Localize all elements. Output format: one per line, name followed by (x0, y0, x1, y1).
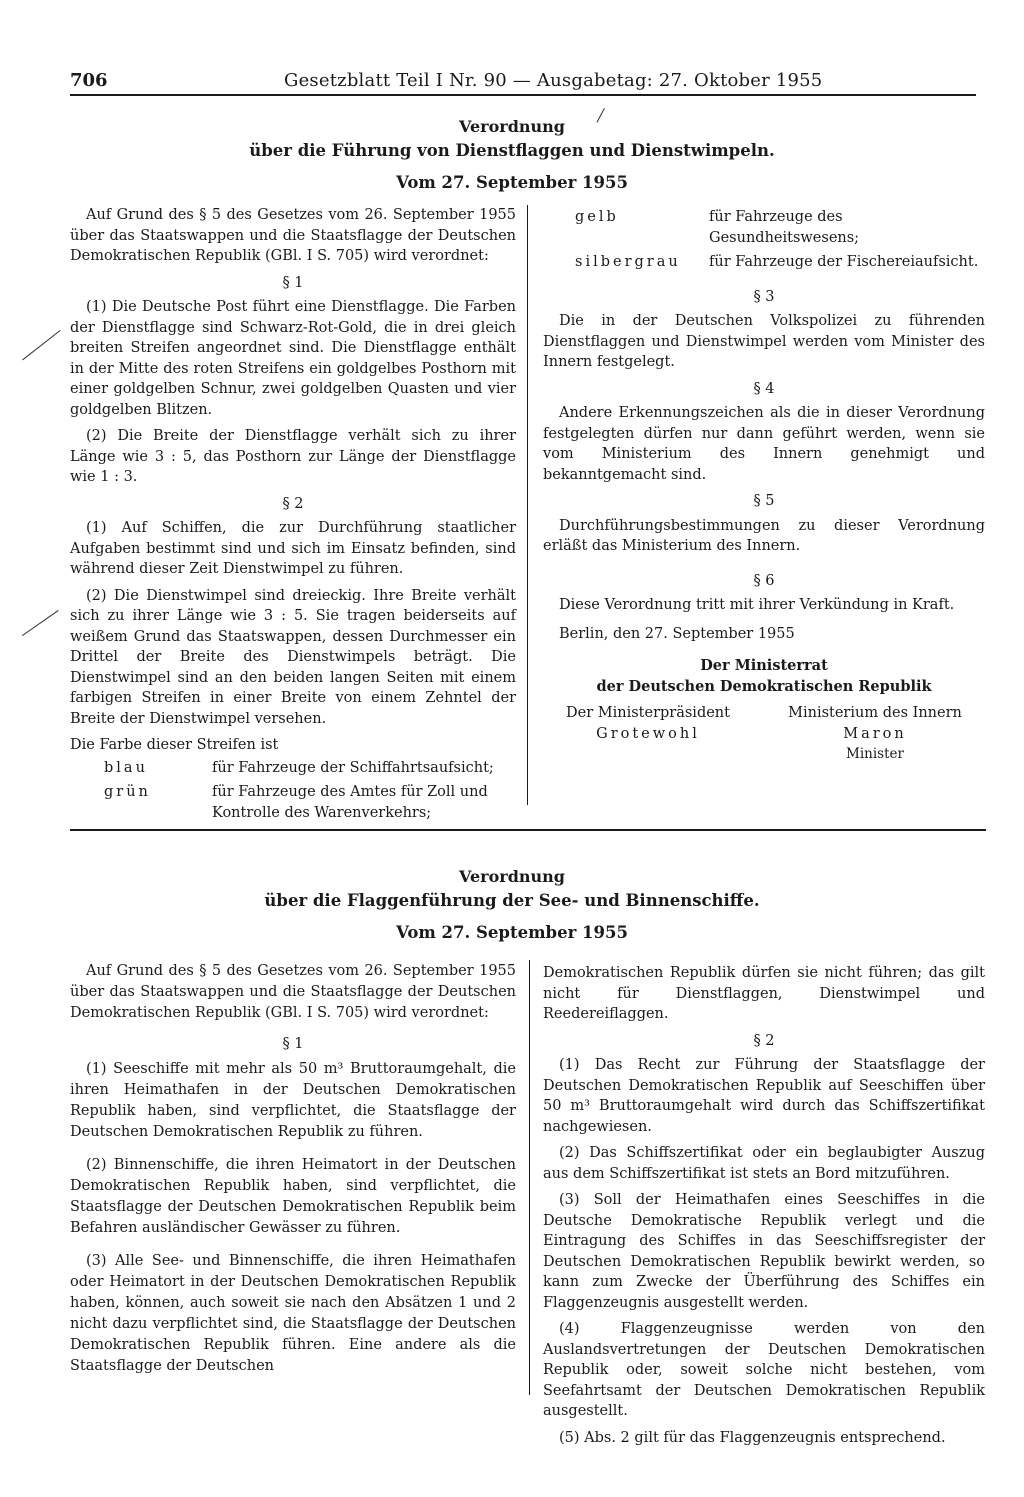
decree2-s1-p2: (2) Binnenschiffe, die ihren Heimatort in der Deutschen Demokratischen Republik haben, sind verpflichtet, die Staatsflagge der Deutschen Demokratischen Republik beim Befahren ausländischer Gewässer zu führen. (70, 1157, 516, 1236)
council-name-line1: Der Ministerrat (700, 657, 828, 674)
decree2-left-column (70, 961, 516, 1383)
color-entry (70, 758, 516, 779)
color-definition: für Fahrzeuge der Fischereiaufsicht. (709, 254, 979, 270)
decree1-left-column (70, 205, 516, 827)
decree1-s6-text: Diese Verordnung tritt mit ihrer Verkündung in Kraft. (559, 597, 955, 613)
decree2-title: Verordnung (459, 867, 565, 886)
decree1-right-column (543, 205, 985, 765)
decree1-place-date: Berlin, den 27. September 1955 (559, 625, 795, 642)
decree1-s1-p1: (1) Die Deutsche Post führt eine Dienstflagge. Die Farben der Dienstflagge sind Schwarz-Rot-Gold, die in drei gleich breiten Streifen angeordnet sind. Die Dienstflagge enthält in der Mitte des roten Streifens ein goldgelbes Posthorn mit einer goldgelben Schnur, zwei goldgelben Quasten und vier goldgelben Blitzen. (70, 299, 516, 418)
color-entry (70, 782, 516, 823)
margin-pen-mark (22, 330, 60, 360)
decree2-s1-p1: (1) Seeschiffe mit mehr als 50 m³ Bruttoraumgehalt, die ihren Heimathafen in der Deutschen Demokratischen Republik haben, sind verpflichtet, die Staatsflagge der Deutschen Demokratischen Republik zu führen. (70, 1061, 516, 1140)
margin-pen-mark (22, 610, 59, 636)
color-term: gelb (575, 209, 619, 225)
decree2-s2-p3: (3) Soll der Heimathafen eines Seeschiffes in die Deutsche Demokratische Republik verlegt und die Eintragung des Schiffes in das Seeschiffsregister der Deutschen Demokratischen Republik bewirkt werden, so kann zum Zwecke der Überführung des Schiffes ein Flaggenzeugnis ausgestellt werden. (543, 1192, 985, 1311)
signatory-title: Minister (846, 746, 904, 762)
decree2-s2-p2: (2) Das Schiffszertifikat oder ein beglaubigter Auszug aus dem Schiffszertifikat ist stets an Bord mitzuführen. (543, 1145, 985, 1182)
decree1-title: Verordnung (459, 117, 565, 136)
decree1-section-4: § 4 (753, 380, 775, 397)
decree1-intro: Auf Grund des § 5 des Gesetzes vom 26. September 1955 über das Staatswappen und die Staatsflagge der Deutschen Demokratischen Republik (GBl. I S. 705) wird verordnet: (70, 207, 516, 264)
decree1-s2-p2: (2) Die Dienstwimpel sind dreieckig. Ihre Breite verhält sich zu ihrer Länge wie 3 : 5. Sie tragen beiderseits auf weißem Grund das Staatswappen, dessen Durchmesser ein Drittel der Breite des Dienstwimpels beträgt. Die Dienstwimpel sind an den beiden langen Seiten mit einem farbigen Streifen in einer Breite von einem Zehntel der Breite der Dienstwimpel versehen. (70, 587, 516, 727)
signatory-role: Ministerium des Innern (788, 705, 962, 721)
decree1-date: Vom 27. September 1955 (396, 173, 628, 192)
decree2-s2-p4: (4) Flaggenzeugnisse werden von den Auslandsvertretungen der Deutschen Demokratischen Republik oder, soweit solche nicht bestehen, vom Seefahrtsamt der Deutschen Demokratischen Republik ausgestellt. (543, 1321, 985, 1419)
color-entry (543, 252, 985, 273)
color-term: grün (104, 784, 151, 800)
color-term: blau (104, 759, 148, 776)
decree1-section-6: § 6 (753, 572, 775, 589)
decree2-date: Vom 27. September 1955 (396, 923, 628, 942)
decree1-s2-p1: (1) Auf Schiffen, die zur Durchführung staatlicher Aufgaben bestimmt sind und sich im Einsatz befinden, sind während dieser Zeit Dienstwimpel zu führen. (70, 520, 516, 577)
column-divider (529, 960, 530, 1395)
signature-left (543, 703, 753, 765)
decree2-section-1: § 1 (282, 1036, 304, 1052)
decree2-s2-p5: (5) Abs. 2 gilt für das Flaggenzeugnis entsprechend. (559, 1429, 946, 1446)
decree1-subtitle: über die Führung von Dienstflaggen und Dienstwimpeln. (249, 141, 775, 160)
page-number: 706 (70, 70, 108, 91)
color-definition: für Fahrzeuge des Gesundheitswesens; (709, 209, 860, 246)
signature-block (543, 703, 985, 765)
council-name-line2: der Deutschen Demokratischen Republik (596, 677, 932, 695)
decree2-s2-p1: (1) Das Recht zur Führung der Staatsflagge der Deutschen Demokratischen Republik auf Seeschiffen über 50 m³ Bruttoraumgehalt wird durch das Schiffszertifikat nachgewiesen. (543, 1057, 985, 1135)
decree1-section-5: § 5 (753, 493, 775, 509)
decree1-s1-p2: (2) Die Breite der Dienstflagge verhält sich zu ihrer Länge wie 3 : 5, das Posthorn zur Länge der Dienstflagge wie 1 : 3. (70, 428, 516, 485)
decree1-s5-text: Durchführungsbestimmungen zu dieser Verordnung erläßt das Ministerium des Innern. (543, 517, 985, 554)
decree2-section-2: § 2 (753, 1032, 775, 1049)
decree2-s1-p3: (3) Alle See- und Binnenschiffe, die ihren Heimathafen oder Heimatort in der Deutschen Demokratischen Republik haben, können, auch soweit sie nach den Absätzen 1 und 2 nicht dazu verpflichtet sind, die Staatsflagge der Deutschen Demokratischen Republik führen. Eine andere als die Staatsflagge der Deutschen (70, 1253, 516, 1374)
decree1-section-1: § 1 (282, 274, 304, 291)
decree2-subtitle: über die Flaggenführung der See- und Binnenschiffe. (264, 891, 760, 910)
signatory-name: Maron (843, 725, 907, 742)
decree2-s1-p3-continued: Demokratischen Republik dürfen sie nicht führen; das gilt nicht für Dienstflaggen, Dienstwimpel und Reedereiflaggen. (543, 965, 985, 1022)
decree1-section-3: § 3 (753, 288, 775, 305)
decree2-right-column (543, 963, 985, 1454)
decree2-intro: Auf Grund des § 5 des Gesetzes vom 26. September 1955 über das Staatswappen und die Staatsflagge der Deutschen Demokratischen Republik (GBl. I S. 705) wird verordnet: (70, 963, 516, 1021)
color-definition: für Fahrzeuge des Amtes für Zoll und Kontrolle des Warenverkehrs; (212, 784, 488, 821)
decree1-colors-intro: Die Farbe dieser Streifen ist (70, 737, 279, 753)
decree-separator (70, 829, 986, 831)
signatory-name: Grotewohl (596, 725, 700, 742)
color-entry (543, 207, 985, 248)
decree1-s3-text: Die in der Deutschen Volkspolizei zu führenden Dienstflaggen und Dienstwimpel werden vom Minister des Innern festgelegt. (543, 313, 985, 370)
decree1-section-2: § 2 (282, 495, 304, 512)
color-term: silbergrau (575, 254, 681, 270)
page-header (70, 68, 976, 96)
decree1-s4-text: Andere Erkennungszeichen als die in dieser Verordnung festgelegten dürfen nur dann geführt werden, wenn sie vom Ministerium des Innern genehmigt und bekanntgemacht sind. (543, 405, 985, 483)
gazette-issue-title: Gesetzblatt Teil I Nr. 90 — Ausgabetag: 27. Oktober 1955 (284, 70, 823, 91)
signatory-role: Der Ministerpräsident (566, 705, 730, 721)
column-divider (527, 205, 528, 805)
signature-right (765, 703, 985, 765)
color-definition: für Fahrzeuge der Schiffahrtsaufsicht; (212, 759, 494, 776)
